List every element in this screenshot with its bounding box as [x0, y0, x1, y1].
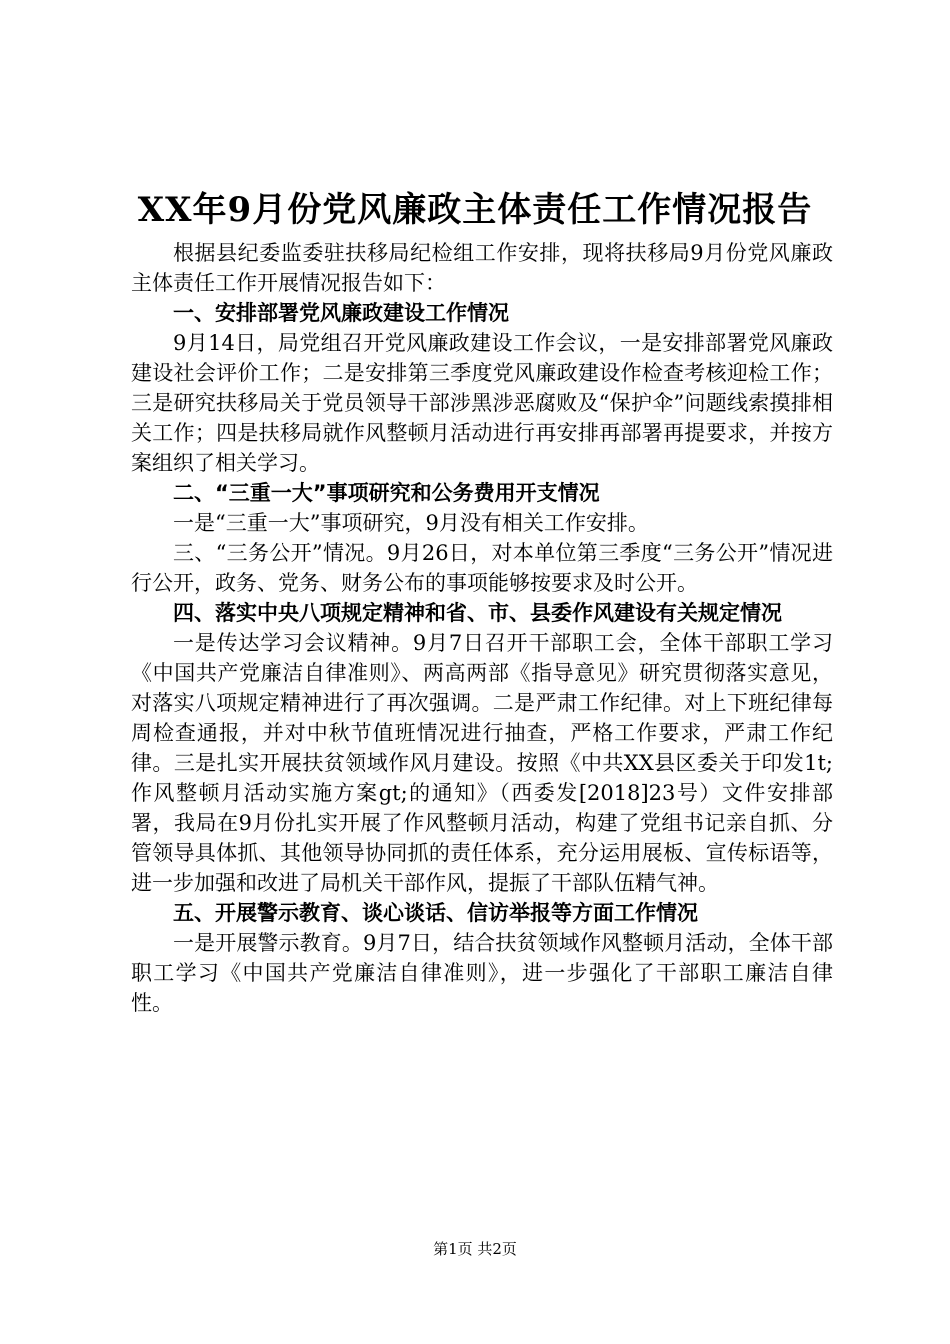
section-5-heading: 五、开展警示教育、谈心谈话、信访举报等方面工作情况 [173, 901, 698, 925]
section-2-paragraph: 一是“三重一大”事项研究，9月没有相关工作安排。 [173, 511, 649, 535]
document-title: XX年9月份党风廉政主体责任工作情况报告 [137, 190, 813, 230]
intro-paragraph: 根据县纪委监委驻扶移局纪检组工作安排，现将扶移局9月份党风廉政主体责任工作开展情况报告如下： [131, 241, 833, 295]
section-1-paragraph: 9月14日，局党组召开党风廉政建设工作会议，一是安排部署党风廉政建设社会评价工作；二是安排第三季度党风廉政建设作检查考核迎检工作；三是研究扶移局关于党员领导干部涉黑涉恶腐败及“保护伞”问题线索摸排相关工作；四是扶移局就作风整顿月活动进行再安排再部署再提要求，并按方案组织了相关学习。 [131, 331, 833, 475]
section-1-heading: 一、安排部署党风廉政建设工作情况 [173, 301, 509, 325]
section-2-heading: 二、“三重一大”事项研究和公务费用开支情况 [173, 481, 600, 505]
section-5-paragraph: 一是开展警示教育。9月7日，结合扶贫领域作风整顿月活动，全体干部职工学习《中国共产党廉洁自律准则》，进一步强化了干部职工廉洁自律性。 [131, 931, 833, 1015]
document-body [131, 238, 833, 1018]
page-footer: 第1页 共2页 [433, 1240, 517, 1258]
section-4-heading: 四、落实中央八项规定精神和省、市、县委作风建设有关规定情况 [173, 601, 782, 625]
section-4-paragraph: 一是传达学习会议精神。9月7日召开干部职工会，全体干部职工学习《中国共产党廉洁自律准则》、两高两部《指导意见》研究贯彻落实意见，对落实八项规定精神进行了再次强调。二是严肃工作纪律。对上下班纪律每周检查通报，并对中秋节值班情况进行抽查，严格工作要求，严肃工作纪律。三是扎实开展扶贫领域作风月建设。按照《中共XX县区委关于印发1t;作风整顿月活动实施方案gt;的通知》（西委发[2018]23号）文件安排部署，我局在9月份扎实开展了作风整顿月活动，构建了党组书记亲自抓、分管领导具体抓、其他领导协同抓的责任体系，充分运用展板、宣传标语等，进一步加强和改进了局机关干部作风，提振了干部队伍精气神。 [131, 631, 833, 895]
section-3-paragraph: 三、“三务公开”情况。9月26日，对本单位第三季度“三务公开”情况进行公开，政务、党务、财务公布的事项能够按要求及时公开。 [131, 541, 833, 595]
